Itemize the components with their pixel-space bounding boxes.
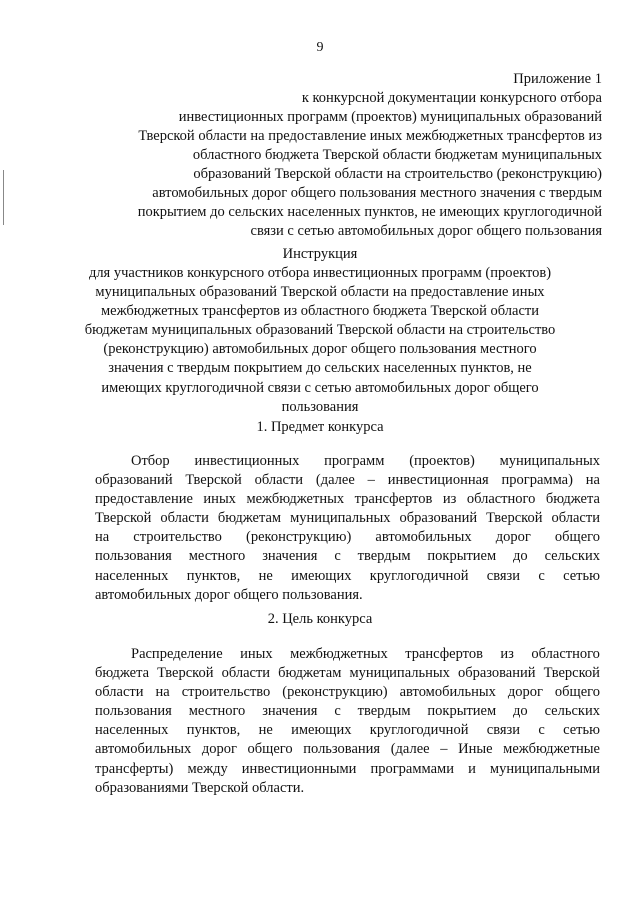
word: сетью	[563, 567, 600, 584]
scan-edge-mark	[3, 170, 4, 225]
word: не	[258, 567, 273, 584]
word: области	[551, 510, 600, 527]
word: пользования	[95, 548, 172, 565]
word: общего	[554, 529, 600, 546]
word: бюджета	[545, 491, 600, 508]
appendix-line: инвестиционных программ (проектов) муниципальных образований	[178, 109, 602, 125]
word: значения	[262, 703, 318, 720]
instruction-subtitle	[70, 264, 570, 417]
word: пунктов,	[186, 722, 241, 739]
word: на	[95, 529, 110, 546]
word: дорог	[495, 529, 531, 546]
section-1-line	[95, 509, 600, 528]
section-1-line	[95, 471, 600, 490]
word: образований	[399, 510, 478, 527]
section-1-paragraph	[95, 452, 600, 605]
word: автомобильных	[399, 684, 496, 701]
word: сельских	[544, 548, 600, 565]
word: местного	[188, 703, 246, 720]
word: областного	[531, 646, 600, 662]
section-1-line	[95, 452, 600, 471]
word: общего	[554, 684, 600, 701]
section-2-line	[95, 740, 600, 759]
word: области	[254, 472, 304, 489]
word: (далее	[390, 741, 430, 758]
word: бюджетам	[217, 510, 282, 527]
instruction-line: для участников конкурсного отбора инвестиционных программ (проектов)	[88, 265, 552, 281]
word: пользования	[303, 741, 381, 758]
word: автомобильных	[375, 529, 472, 546]
word: межбюджетные	[503, 741, 600, 758]
word: предоставление	[95, 491, 193, 508]
instruction-line: муниципальных образований Тверской области на предоставление иных	[95, 284, 545, 301]
word: бюджетам	[278, 665, 342, 682]
word: образований	[457, 665, 536, 682]
word: Тверской	[157, 665, 214, 682]
word: населенных	[95, 567, 169, 584]
word: сельских	[544, 703, 600, 720]
word: иных	[240, 646, 273, 662]
word: Распределение	[131, 646, 223, 662]
word: (реконструкцию)	[246, 529, 352, 546]
word: автомобильных дорог общего пользования.	[95, 586, 363, 603]
section-1-line	[95, 490, 600, 509]
word: области	[160, 510, 209, 527]
section-2-line	[95, 645, 600, 664]
section-1-line	[95, 528, 600, 547]
word: муниципальных	[499, 453, 600, 469]
appendix-line: покрытием до сельских населенных пунктов, не имеющих круглогодичной	[137, 204, 602, 220]
word: из	[442, 491, 457, 508]
word: программ	[324, 453, 385, 469]
word: бюджета	[95, 665, 150, 682]
word: на	[155, 684, 170, 701]
word: местного	[188, 548, 246, 565]
word: межбюджетных	[246, 491, 345, 508]
instruction-line: межбюджетных трансфертов из областного бюджета Тверской области	[100, 303, 539, 320]
instruction-line: пользования	[281, 398, 359, 415]
word: с	[334, 548, 341, 565]
instruction-line: (реконструкцию) автомобильных дорог общего пользования местного	[103, 341, 537, 358]
word: имеющих	[291, 722, 352, 739]
word: инвестиционная	[387, 472, 489, 489]
word: программами	[370, 760, 454, 777]
word: до	[513, 703, 528, 720]
word: трансферты)	[95, 760, 174, 777]
word: значения	[262, 548, 318, 565]
word: сетью	[563, 722, 600, 739]
section-2-heading: 2. Цель конкурса	[267, 611, 373, 627]
section-1-line	[95, 586, 600, 605]
word: покрытием	[427, 548, 497, 565]
word: имеющих	[291, 567, 352, 584]
word: (проектов)	[409, 453, 475, 469]
section-2-line	[95, 721, 600, 740]
word: с	[334, 703, 341, 720]
word: до	[513, 548, 528, 565]
word: из	[500, 646, 514, 662]
word: твердым	[357, 703, 411, 720]
section-2-paragraph	[95, 645, 600, 798]
appendix-line: Приложение 1	[513, 71, 602, 87]
word: общего	[247, 741, 293, 758]
section-2-line	[95, 683, 600, 702]
word: строительство	[181, 684, 271, 701]
word: автомобильных	[95, 741, 192, 758]
word: дорог	[201, 741, 237, 758]
section-2-line	[95, 664, 600, 683]
word: дорог	[507, 684, 543, 701]
word: программа)	[501, 472, 573, 489]
section-1-heading: 1. Предмет конкурса	[256, 419, 384, 435]
section-2-line	[95, 760, 600, 779]
word: образованиями Тверской области.	[95, 779, 305, 796]
instruction-line: значения с твердым покрытием до сельских населенных пунктов, не	[108, 360, 532, 377]
word: (далее	[315, 472, 355, 489]
appendix-line: автомобильных дорог общего пользования местного значения с твердым	[152, 185, 602, 201]
word: инвестиционными	[241, 760, 357, 777]
word: трансфертов	[354, 491, 433, 508]
word: Иные	[458, 741, 493, 758]
word: –	[367, 472, 375, 489]
word: муниципальных	[290, 510, 391, 527]
word: муниципальными	[489, 760, 600, 777]
word: Тверской	[543, 665, 600, 682]
word: не	[258, 722, 273, 739]
word: Тверской	[185, 472, 242, 489]
word: круглогодичной	[369, 722, 469, 739]
instruction-line: бюджетам муниципальных образований Тверской области на строительство	[84, 322, 556, 339]
word: твердым	[357, 548, 411, 565]
appendix-header	[102, 70, 602, 241]
word: на	[585, 472, 600, 489]
word: иных	[203, 491, 236, 508]
word: пунктов,	[186, 567, 241, 584]
word: области	[95, 684, 144, 701]
instruction-line: имеющих круглогодичной связи с сетью автомобильных дорог общего	[101, 379, 539, 396]
word: покрытием	[427, 703, 497, 720]
instruction-title: Инструкция	[282, 246, 358, 262]
section-1-line	[95, 567, 600, 586]
word: населенных	[95, 722, 169, 739]
word: связи	[486, 567, 521, 584]
word: Отбор	[131, 453, 170, 469]
word: связи	[486, 722, 521, 739]
word: –	[440, 741, 448, 758]
word: пользования	[95, 703, 172, 720]
page-number: 9	[316, 40, 324, 55]
word: области	[221, 665, 271, 682]
word: образований	[95, 472, 173, 489]
word: межбюджетных	[290, 646, 388, 662]
appendix-line: связи с сетью автомобильных дорог общего пользования	[250, 223, 602, 239]
word: между	[187, 760, 228, 777]
word: Тверской	[486, 510, 543, 527]
section-2-line	[95, 702, 600, 721]
word: строительство	[133, 529, 222, 546]
word: инвестиционных	[194, 453, 300, 469]
section-2-line	[95, 779, 600, 798]
appendix-line: областного бюджета Тверской области бюджетам муниципальных	[192, 147, 602, 163]
word: Тверской	[95, 510, 152, 527]
word: трансфертов	[405, 646, 483, 662]
word: с	[538, 722, 545, 739]
word: круглогодичной	[369, 567, 469, 584]
word: и	[468, 760, 476, 777]
appendix-line: Тверской области на предоставление иных межбюджетных трансфертов из	[138, 128, 602, 144]
word: (реконструкцию)	[282, 684, 388, 701]
word: муниципальных	[349, 665, 450, 682]
word: областного	[466, 491, 536, 508]
appendix-line: образований Тверской области на строительство (реконструкцию)	[193, 166, 602, 182]
section-1-line	[95, 547, 600, 566]
appendix-line: к конкурсной документации конкурсного отбора	[301, 90, 602, 106]
word: с	[538, 567, 545, 584]
